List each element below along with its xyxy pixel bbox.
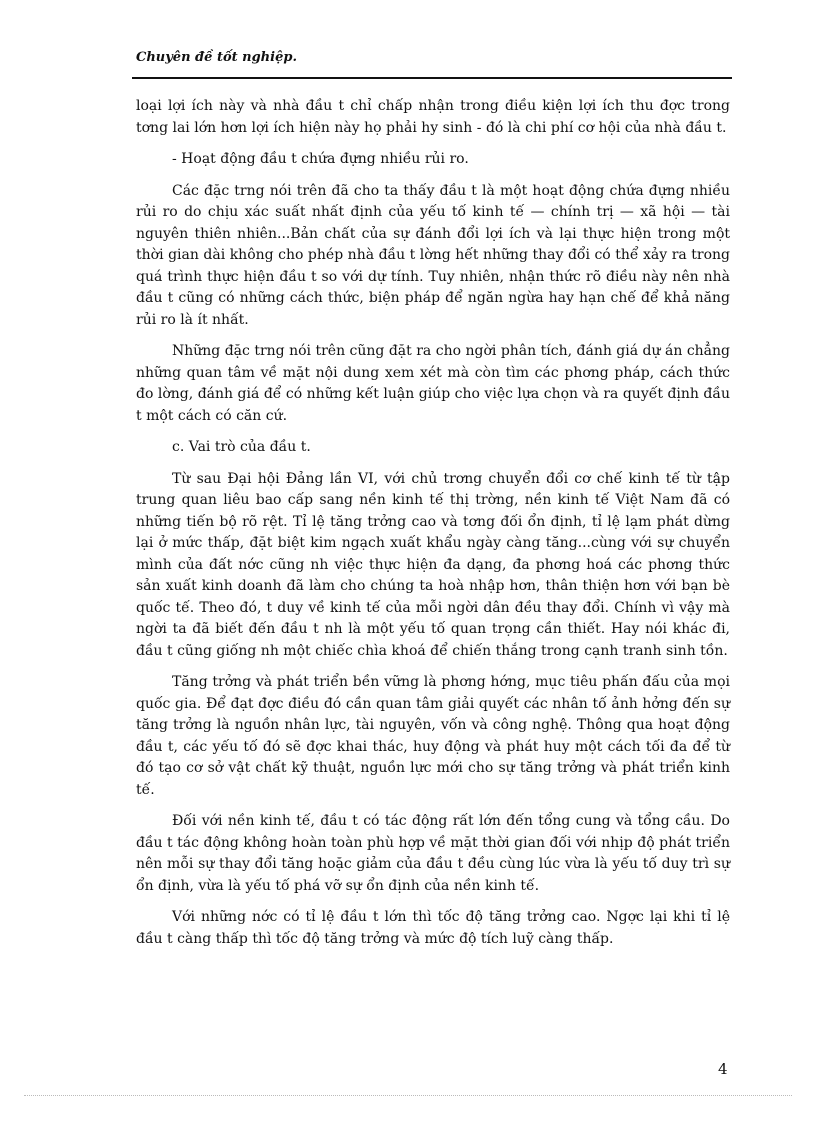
header-divider xyxy=(132,77,732,79)
paragraph-analysis-methods: Những đặc trng nói trên cũng đặt ra cho ngời phân tích, đánh giá dự án chẳng những quan tâm về mặt nội dung xem xét mà còn tìm các phơng pháp, cách thức đo lờng, đánh giá để có những kết luận giúp cho việc lựa chọn và ra quyết định đầu t một cách có căn cứ. xyxy=(136,343,730,424)
paragraph-economic-reform: Từ sau Đại hội Đảng lần VI, với chủ trơng chuyển đổi cơ chế kinh tế từ tập trung quan liêu bao cấp sang nền kinh tế thị trờng, nền kinh tế Việt Nam đã có những tiến bộ rõ rệt. Tỉ lệ tăng trởng cao và tơng đối ổn định, tỉ lệ lạm phát dừng lại ở mức thấp, đặt biệt kim ngạch xuất khẩu ngày càng tăng...cùng với sự chuyển mình của đất nớc cũng nh việc thực hiện đa dạng, đa phơng hoá các phơng thức sản xuất kinh doanh đã làm cho chúng ta hoà nhập hơn, thân thiện hơn với bạn bè quốc tế. Theo đó, t duy về kinh tế của mỗi ngời dân đều thay đổi. Chính vì vậy mà ngời ta đã biết đến đầu t nh là một yếu tố quan trọng cần thiết. Hay nói khác đi, đầu t cũng giống nh một chiếc chìa khoá để chiến thắng trong cạnh tranh sinh tồn. xyxy=(136,470,730,659)
page-bottom-divider xyxy=(24,1095,792,1096)
paragraph-supply-demand: Đối với nền kinh tế, đầu t có tác động rất lớn đến tổng cung và tổng cầu. Do đầu t tác động không hoàn toàn phù hợp về mặt thời gian đối với nhịp độ phát triển nên mỗi sự thay đổi tăng hoặc giảm của đầu t đều cùng lúc vừa là yếu tố duy trì sự ổn định, vừa là yếu tố phá vỡ sự ổn định của nền kinh tế. xyxy=(136,813,730,894)
paragraph-risk-heading: - Hoạt động đầu t chứa đựng nhiều rủi ro. xyxy=(172,151,469,167)
page-header-title: Chuyên đề tốt nghiệp. xyxy=(136,50,297,65)
section-heading-role-of-investment: c. Vai trò của đầu t. xyxy=(172,439,311,455)
paragraph-sustainable-growth: Tăng trởng và phát triển bền vững là phơng hớng, mục tiêu phấn đấu của mọi quốc gia. Để đạt đợc điều đó cần quan tâm giải quyết các nhân tố ảnh hởng đến sự tăng trởng là nguồn nhân lực, tài nguyên, vốn và công nghệ. Thông qua hoạt động đầu t, các yếu tố đó sẽ đợc khai thác, huy động và phát huy một cách tối đa để từ đó tạo cơ sở vật chất kỹ thuật, nguồn lực mới cho sự tăng trởng và phát triển kinh tế. xyxy=(136,674,730,798)
paragraph-investment-rate: Với những nớc có tỉ lệ đầu t lớn thì tốc độ tăng trởng cao. Ngợc lại khi tỉ lệ đầu t càng thấp thì tốc độ tăng trởng và mức độ tích luỹ càng thấp. xyxy=(136,909,730,947)
paragraph-continuation: loại lợi ích này và nhà đầu t chỉ chấp nhận trong điều kiện lợi ích thu đợc trong tơng lai lớn hơn lợi ích hiện này họ phải hy sinh - đó là chi phí cơ hội của nhà đầu t. xyxy=(136,98,730,136)
page-number: 4 xyxy=(718,1060,728,1078)
document-body xyxy=(136,96,730,960)
paragraph-risk-characteristics: Các đặc trng nói trên đã cho ta thấy đầu t là một hoạt động chứa đựng nhiều rủi ro do chịu xác suất nhất định của yếu tố kinh tế — chính trị — xã hội — tài nguyên thiên nhiên...Bản chất của sự đánh đổi lợi ích và lại thực hiện trong một thời gian dài không cho phép nhà đầu t lờng hết những thay đổi có thể xảy ra trong quá trình thực hiện đầu t so với dự tính. Tuy nhiên, nhận thức rõ điều này nên nhà đầu t cũng có những cách thức, biện pháp để ngăn ngừa hay hạn chế để khả năng rủi ro là ít nhất. xyxy=(136,182,730,328)
